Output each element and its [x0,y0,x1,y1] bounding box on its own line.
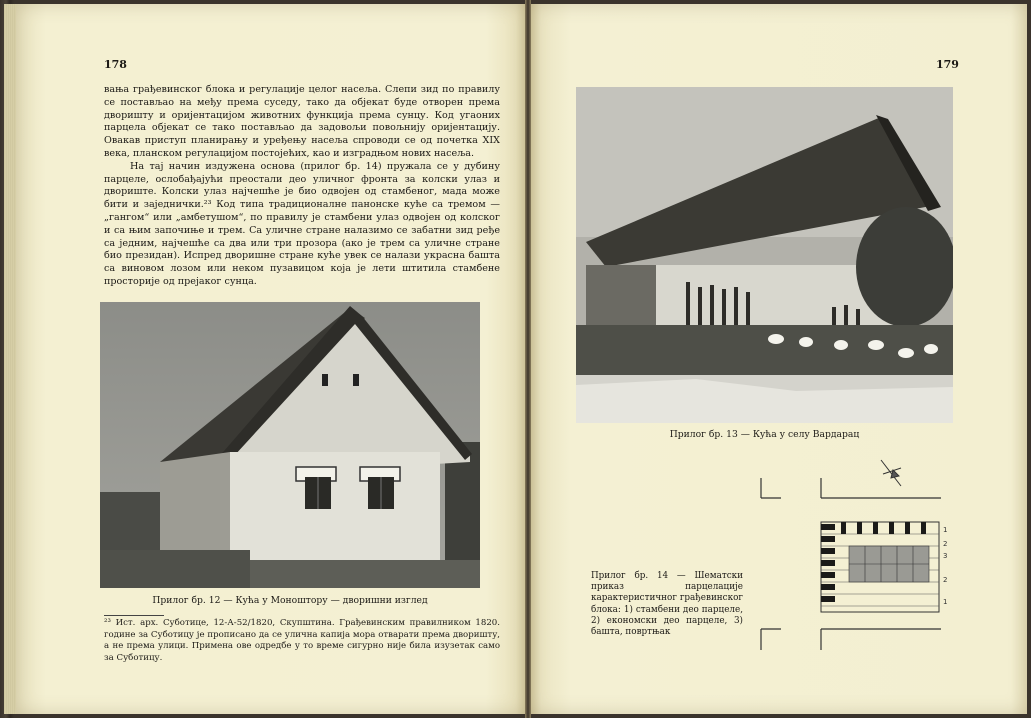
footnote [104,615,500,664]
right-page-number: 179 [936,58,959,71]
photo-12-caption: Прилог бр. 12 — Кућа у Моноштору — дворишни изглед [152,595,428,606]
page-edges [4,4,16,714]
left-body-text [104,84,500,289]
footnote-text: Ист. арх. Суботице, 12-А-52/1820, Скупштина. Грађевинским правилником 1820. године за Суботицу је прописано да се улична капија мора отварати према дворишту, а не према улици. Примена ове одредбе у то време сигурно није била изузетак само за Суботицу. [104,618,500,663]
photo-13-caption: Прилог бр. 13 — Кућа у селу Вардарац [669,429,860,440]
diagram-label-3: 3 [943,552,948,560]
diagram-label-1: 1 [943,526,948,534]
diagram-label-1b: 1 [943,598,948,606]
paragraph-2: На тај начин издужена основа (прилог бр. 14) пружала се у дубину парцеле, ослобађајући преостали део уличног фронта за колски улаз и двориште. Колски улаз најчешће је био одвојен од стамбеног, мада може бити и заједнички.²³ Код типа традиционалне панонске куће са тремом — „гангом“ или „амбетушом“, по правилу је стамбени улаз одвојен од колског и са њим започиње и трем. Са уличне стране налазимо се забатни зид ређе са једним, најчешће са два или три прозора (ако је трем са уличне стране био президан). Испред дворишне стране куће увек се налази украсна башта са виновом лозом или неком пузавицом која је лети штитила стамбене просторије од прејаког сунца. [104,160,500,287]
north-arrow-icon [881,460,901,486]
diagram-label-2: 2 [943,540,948,548]
left-page-number: 178 [104,58,127,71]
house-photo-illustration [100,302,480,588]
diagram-label-2b: 2 [943,576,948,584]
footnote-rule [104,615,164,616]
paragraph-1: вања грађевинског блока и регулације целог насеља. Слепи зид по правилу се постављао на међу према суседу, тако да објекат буде отворен према дворишту и оријентацијом животних функција према сунцу. Код угаоних парцела објекат се тако постављао да задовољи повољнију оријентацију. Овакав приступ планирању и уређењу насеља спроводи се од почетка XIX века, планском регулацијом постојећих, као и изградњом нових насеља. [104,84,500,159]
left-page [16,4,525,714]
vardarac-photo-illustration [576,87,953,423]
diagram-14-caption: Прилог бр. 14 — Шематски приказ парцелације карактеристичног грађевинског блока: 1) стамбени део парцеле, 2) економски део парцеле, 3) башта, повртњак [591,571,743,638]
parcel-diagram [741,454,961,654]
photo-house-monostor [100,302,480,588]
right-page [531,4,1027,714]
photo-house-vardarac [576,87,953,423]
footnote-marker: ²³ [104,618,111,628]
